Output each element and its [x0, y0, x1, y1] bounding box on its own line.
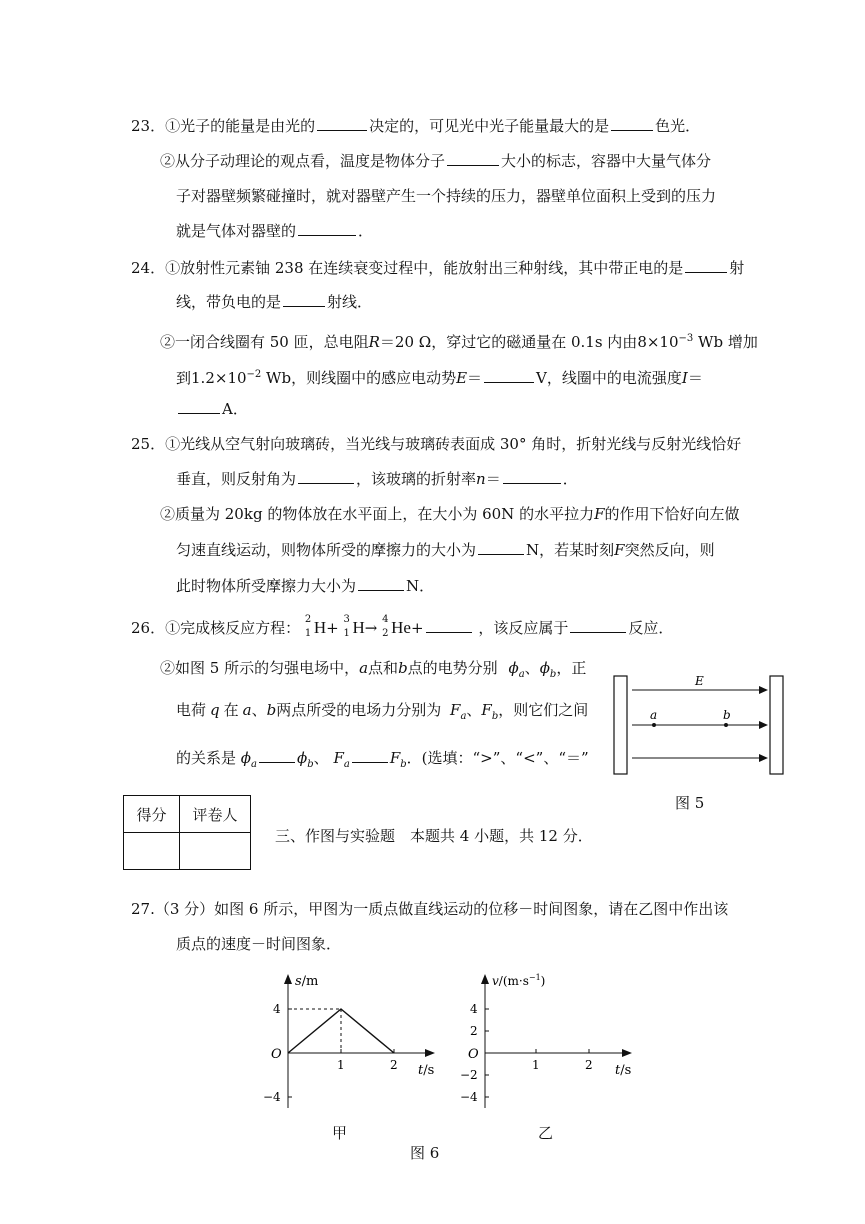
q25-text: 的作用下恰好向左做 — [604, 505, 740, 523]
x-axis-arrow — [425, 1049, 435, 1057]
phi-symbol: ϕ — [297, 749, 308, 767]
plus-sign: + — [410, 619, 424, 637]
atomic-number: 1 — [343, 628, 350, 639]
reaction-arrow: → — [364, 619, 378, 637]
answer-blank[interactable] — [283, 292, 325, 307]
score-header: 得分 — [124, 796, 180, 833]
field-arrowhead — [759, 721, 768, 729]
atomic-number: 2 — [382, 628, 389, 639]
q26-text: ．(选填：“>”、“<”、“＝” — [406, 749, 589, 767]
subscript: b — [400, 759, 407, 770]
point-b: b — [398, 659, 408, 677]
element-symbol: H — [352, 618, 365, 637]
q25-text: ，该玻璃的折射率 — [356, 470, 477, 488]
q24-line5 — [176, 399, 248, 419]
symbol-n: n — [476, 470, 486, 488]
q26-text: 电荷 — [176, 701, 207, 719]
nuclide-h2 — [305, 616, 326, 640]
grader-header: 评卷人 — [180, 796, 251, 833]
symbol-F: F — [614, 541, 625, 559]
phi-symbol: ϕ — [508, 659, 519, 677]
y-tick-label: −4 — [460, 1090, 478, 1104]
x-tick-label: 2 — [585, 1058, 593, 1072]
answer-blank[interactable] — [352, 748, 388, 763]
q26-text: 两点所受的电场力分别为 — [276, 701, 442, 719]
y-axis-arrow — [284, 974, 292, 984]
q26-text: ②如图 5 所示的匀强电场中， — [160, 659, 360, 677]
right-plate — [770, 676, 783, 774]
subscript: a — [460, 711, 467, 722]
figure-6-st-graph — [255, 968, 445, 1118]
q23-text: ②从分子动理论的观点看，温度是物体分子 — [160, 152, 446, 170]
q27-line1: 27.（3 分）如图 6 所示，甲图为一质点做直线运动的位移－时间图象，请在乙图中作出该 — [131, 900, 729, 918]
q26-text: 的关系是 — [176, 749, 237, 767]
figure-6-right-label: 乙 — [538, 1124, 554, 1142]
nuclide-he4 — [382, 616, 411, 640]
point-a: a — [359, 659, 369, 677]
symbol-F: F — [594, 505, 605, 523]
point-b-label: b — [723, 708, 731, 722]
q24-text: ＝ — [467, 369, 483, 387]
section-3-heading: 三、作图与实验题 本题共 4 小题，共 12 分． — [275, 827, 593, 845]
q25-line5 — [176, 576, 434, 596]
q24-text: ＝ — [687, 369, 703, 387]
q25-text: N． — [406, 577, 435, 595]
x-tick-label: 1 — [532, 1058, 540, 1072]
figure-6-caption: 图 6 — [410, 1144, 440, 1162]
point-b-dot — [724, 723, 728, 727]
origin-label: O — [271, 1047, 282, 1062]
exponent: −2 — [246, 369, 262, 380]
point-b: b — [266, 701, 277, 719]
score-cell[interactable] — [124, 833, 180, 870]
q24-text: 24．①放射性元素铀 238 在连续衰变过程中，能放射出三种射线，其中带正电的是 — [131, 259, 684, 277]
flux-initial: 8×10 — [637, 333, 679, 351]
subscript: b — [491, 711, 499, 722]
figure-5-electric-field — [610, 672, 790, 782]
answer-blank[interactable] — [685, 258, 727, 273]
q26-text: 点的电势分别 — [407, 659, 498, 677]
q23-text: 大小的标志，容器中大量气体分 — [501, 152, 712, 170]
subscript: b — [549, 669, 557, 680]
q26-text: ，则它们之间 — [498, 701, 589, 719]
q25-text: 垂直，则反射角为 — [176, 470, 297, 488]
q23-text: 23．①光子的能量是由光的 — [131, 117, 316, 135]
x-axis-label: t/s — [615, 1063, 632, 1078]
subscript: a — [518, 669, 525, 680]
point-a-label: a — [650, 708, 658, 722]
figure-5-caption: 图 5 — [675, 794, 705, 812]
separator: 、 — [524, 659, 540, 677]
q23-text: ． — [358, 222, 374, 240]
q24-line4 — [176, 365, 703, 388]
separator: 、 — [466, 701, 482, 719]
x-axis-arrow — [622, 1049, 632, 1057]
score-table — [123, 795, 251, 870]
q27-line2: 质点的速度－时间图象． — [176, 935, 342, 953]
answer-blank[interactable] — [447, 151, 499, 166]
q25-line2 — [176, 469, 578, 489]
origin-label: O — [468, 1047, 479, 1062]
q24-line2 — [176, 292, 372, 312]
field-arrowhead — [759, 686, 768, 694]
answer-blank[interactable] — [298, 469, 354, 484]
q24-text: A． — [222, 400, 248, 418]
mass-number: 3 — [343, 614, 350, 625]
q23-text: 色光． — [655, 117, 701, 135]
y-tick-label: 4 — [470, 1002, 478, 1016]
symbol-F: F — [481, 701, 492, 719]
flux-final: 1.2×10 — [191, 369, 247, 387]
y-tick-label: −2 — [460, 1068, 478, 1082]
q25-line3 — [160, 504, 740, 524]
subscript: a — [251, 759, 257, 770]
figure-6-left-label: 甲 — [332, 1124, 348, 1142]
symbol-R: R — [368, 333, 380, 351]
element-symbol: He — [391, 618, 411, 637]
q26-text: 反应． — [628, 619, 674, 637]
left-plate — [614, 676, 627, 774]
q23-line3: 子对器壁频繁碰撞时，就对器壁产生一个持续的压力，器壁单位面积上受到的压力 — [176, 187, 717, 205]
plus-sign: + — [326, 619, 339, 637]
answer-blank[interactable] — [259, 748, 295, 763]
q25-text: N，若某时刻 — [526, 541, 615, 559]
q26-line3 — [176, 700, 588, 727]
q26-line4 — [176, 748, 589, 775]
q25-text: 突然反向，则 — [624, 541, 715, 559]
y-axis-arrow — [481, 974, 489, 984]
q26-line1 — [131, 616, 673, 640]
q26-text: 点和 — [368, 659, 399, 677]
q23-line1 — [131, 116, 700, 136]
grader-cell[interactable] — [180, 833, 251, 870]
nuclide-h3 — [344, 616, 365, 640]
y-tick-label: −4 — [263, 1090, 281, 1104]
q25-text: 匀速直线运动，则物体所受的摩擦力的大小为 — [176, 541, 477, 559]
answer-blank[interactable] — [484, 368, 534, 383]
q25-text: ． — [562, 470, 578, 488]
symbol-E: E — [456, 369, 468, 387]
x-tick-label: 2 — [390, 1058, 398, 1072]
q26-text: 26．①完成核反应方程： — [131, 619, 301, 637]
phi-symbol: ϕ — [539, 659, 550, 677]
field-label: E — [695, 674, 704, 688]
q25-text: ＝ — [485, 470, 501, 488]
phi-symbol: ϕ — [240, 749, 252, 767]
q24-text: ②一闭合线圈有 50 匝，总电阻 — [160, 333, 369, 351]
q24-text: 射 — [729, 259, 745, 277]
subscript: b — [307, 759, 314, 770]
q26-line2 — [160, 658, 586, 685]
mass-number: 4 — [382, 614, 389, 625]
q24-line1 — [131, 258, 744, 278]
answer-blank[interactable] — [358, 576, 404, 591]
element-symbol: H — [313, 618, 327, 637]
symbol-I: I — [681, 369, 688, 387]
subscript: a — [343, 759, 350, 770]
figure-6-vt-graph — [452, 968, 642, 1118]
q24-text: Wb 增加 — [693, 333, 758, 351]
answer-blank[interactable] — [570, 618, 626, 633]
q25-text: ②质量为 20kg 的物体放在水平面上，在大小为 60N 的水平拉力 — [160, 505, 595, 523]
answer-blank[interactable] — [478, 540, 524, 555]
q23-line2 — [160, 151, 711, 171]
y-axis-label: $v/(m\cdot s^{-1})$ — [492, 973, 546, 988]
q24-text: V，线圈中的电流强度 — [536, 369, 682, 387]
answer-blank[interactable] — [317, 116, 367, 131]
y-tick-label: 2 — [470, 1024, 478, 1038]
exponent: −3 — [678, 333, 694, 344]
q24-text: 线，带负电的是 — [176, 293, 282, 311]
x-tick-label: 1 — [337, 1058, 345, 1072]
x-axis-label: t/s — [418, 1063, 435, 1078]
y-axis-label: s/m — [295, 974, 319, 989]
field-arrowhead — [759, 754, 768, 762]
q23-line4 — [176, 221, 373, 241]
separator: 、 — [251, 701, 267, 719]
q24-text: ＝20 Ω，穿过它的磁通量在 0.1s 内由 — [379, 333, 638, 351]
symbol-F: F — [333, 749, 344, 767]
symbol-F: F — [389, 749, 401, 767]
answer-blank[interactable] — [611, 116, 653, 131]
q26-text: ，该反应属于 — [478, 619, 569, 637]
symbol-q: q — [210, 701, 220, 719]
mass-number: 2 — [304, 614, 312, 625]
q25-text: 此时物体所受摩擦力大小为 — [176, 577, 357, 595]
q24-text: 到 — [176, 369, 192, 387]
q25-line1: 25．①光线从空气射向玻璃砖，当光线与玻璃砖表面成 30° 角时，折射光线与反射光线恰好 — [131, 435, 742, 453]
q24-line3 — [160, 329, 758, 352]
answer-blank[interactable] — [178, 399, 220, 414]
y-tick-label: 4 — [273, 1002, 281, 1016]
symbol-F: F — [450, 701, 461, 719]
q26-text: 在 — [223, 701, 239, 719]
point-a-dot — [652, 723, 656, 727]
q24-text: Wb，则线圈中的感应电动势 — [261, 369, 457, 387]
atomic-number: 1 — [304, 628, 312, 639]
answer-blank[interactable] — [426, 618, 472, 633]
answer-blank[interactable] — [503, 469, 561, 484]
q23-text: 就是气体对器壁的 — [176, 222, 297, 240]
q26-text: ，正 — [556, 659, 587, 677]
q23-text: 决定的，可见光中光子能量最大的是 — [369, 117, 610, 135]
answer-blank[interactable] — [298, 221, 356, 236]
separator: 、 — [313, 749, 329, 767]
q25-line4 — [176, 540, 715, 560]
point-a: a — [242, 701, 252, 719]
q24-text: 射线． — [327, 293, 373, 311]
